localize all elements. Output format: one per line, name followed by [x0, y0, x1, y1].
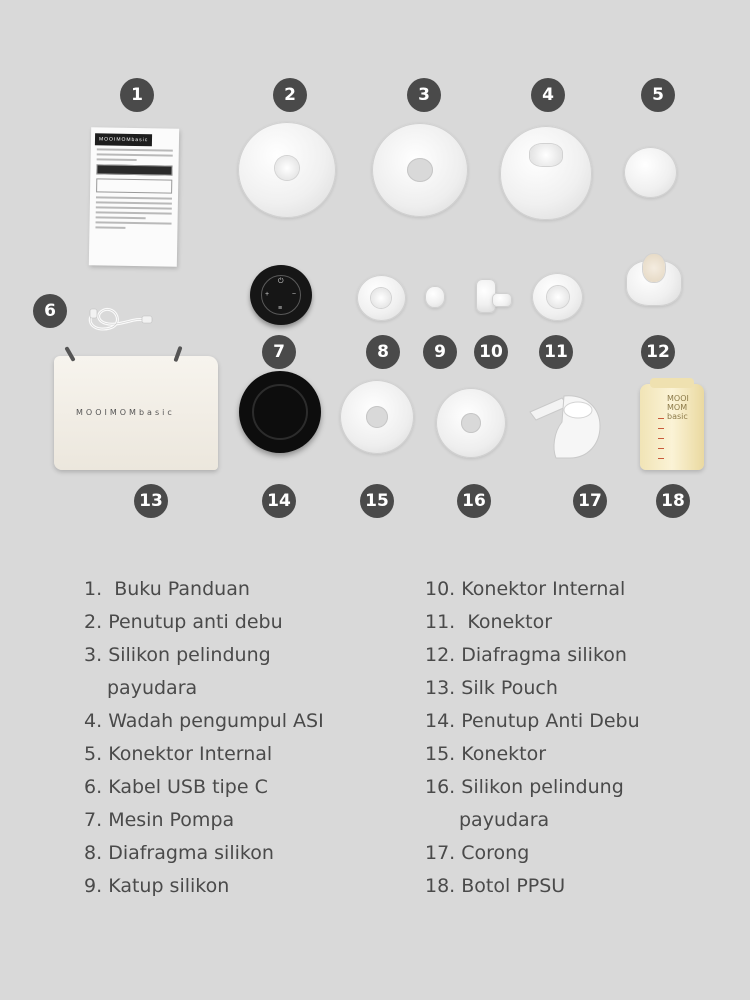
badge-18: 18: [656, 484, 690, 518]
parts-list-right: [425, 573, 640, 903]
manual-booklet-image: [89, 127, 179, 267]
badge-12: 12: [641, 335, 675, 369]
list-item: 8. Diafragma silikon: [84, 842, 274, 864]
anti-dust-cover-image: [239, 371, 321, 453]
list-item: 12. Diafragma silikon: [425, 644, 627, 666]
list-item: 6. Kabel USB tipe C: [84, 776, 268, 798]
list-item: 14. Penutup Anti Debu: [425, 710, 640, 732]
silicone-diaphragm-image: [357, 275, 406, 321]
list-item: 9. Katup silikon: [84, 875, 230, 897]
dust-cover-image: [238, 122, 336, 218]
power-icon: ⏻: [278, 278, 284, 285]
usb-cable-image: [86, 300, 156, 334]
list-item: 15. Konektor: [425, 743, 547, 765]
badge-2: 2: [273, 78, 307, 112]
list-item: 16. Silikon pelindung: [425, 776, 624, 798]
silicone-shield-image: [372, 123, 468, 217]
silk-pouch-image: [54, 356, 218, 470]
badge-16: 16: [457, 484, 491, 518]
badge-10: 10: [474, 335, 508, 369]
list-item: 11. Konektor: [425, 611, 553, 633]
badge-1: 1: [120, 78, 154, 112]
badge-7: 7: [262, 335, 296, 369]
mode-icon: ≡: [278, 305, 283, 312]
badge-11: 11: [539, 335, 573, 369]
list-item: 13. Silk Pouch: [425, 677, 558, 699]
parts-list-left: [84, 573, 324, 903]
list-item: 2. Penutup anti debu: [84, 611, 283, 633]
list-item: 18. Botol PPSU: [425, 875, 566, 897]
connector-image: [532, 273, 583, 321]
manual-brand-text: MOOIMOMbasic: [95, 133, 152, 146]
list-item: 5. Konektor Internal: [84, 743, 273, 765]
badge-6: 6: [33, 294, 67, 328]
list-item: payudara: [459, 809, 550, 831]
badge-8: 8: [366, 335, 400, 369]
list-item: payudara: [107, 677, 198, 699]
list-item: 1. Buku Panduan: [84, 578, 250, 600]
bottle-logo-text: MOOI MOM basic: [667, 394, 689, 421]
badge-14: 14: [262, 484, 296, 518]
silicone-shield-2-image: [436, 388, 506, 458]
funnel-image: [528, 392, 604, 462]
badge-4: 4: [531, 78, 565, 112]
internal-connector-small-image: [472, 279, 512, 315]
silicone-valve-image: [425, 286, 445, 308]
list-item: 17. Corong: [425, 842, 530, 864]
minus-icon: −: [291, 291, 296, 298]
badge-13: 13: [134, 484, 168, 518]
silicone-diaphragm-2-image: [626, 254, 682, 306]
pump-motor-image: [250, 265, 312, 325]
connector-ring-image: [340, 380, 414, 454]
plus-icon: +: [265, 291, 270, 298]
list-item: 3. Silikon pelindung: [84, 644, 271, 666]
ppsu-bottle-image: [640, 384, 704, 470]
milk-collector-image: [500, 126, 592, 220]
list-item: 7. Mesin Pompa: [84, 809, 235, 831]
pouch-logo-text: MOOIMOMbasic: [76, 408, 175, 417]
badge-3: 3: [407, 78, 441, 112]
list-item: 10. Konektor Internal: [425, 578, 626, 600]
badge-9: 9: [423, 335, 457, 369]
badge-17: 17: [573, 484, 607, 518]
badge-15: 15: [360, 484, 394, 518]
list-item: 4. Wadah pengumpul ASI: [84, 710, 324, 732]
internal-connector-image: [624, 147, 677, 198]
badge-5: 5: [641, 78, 675, 112]
